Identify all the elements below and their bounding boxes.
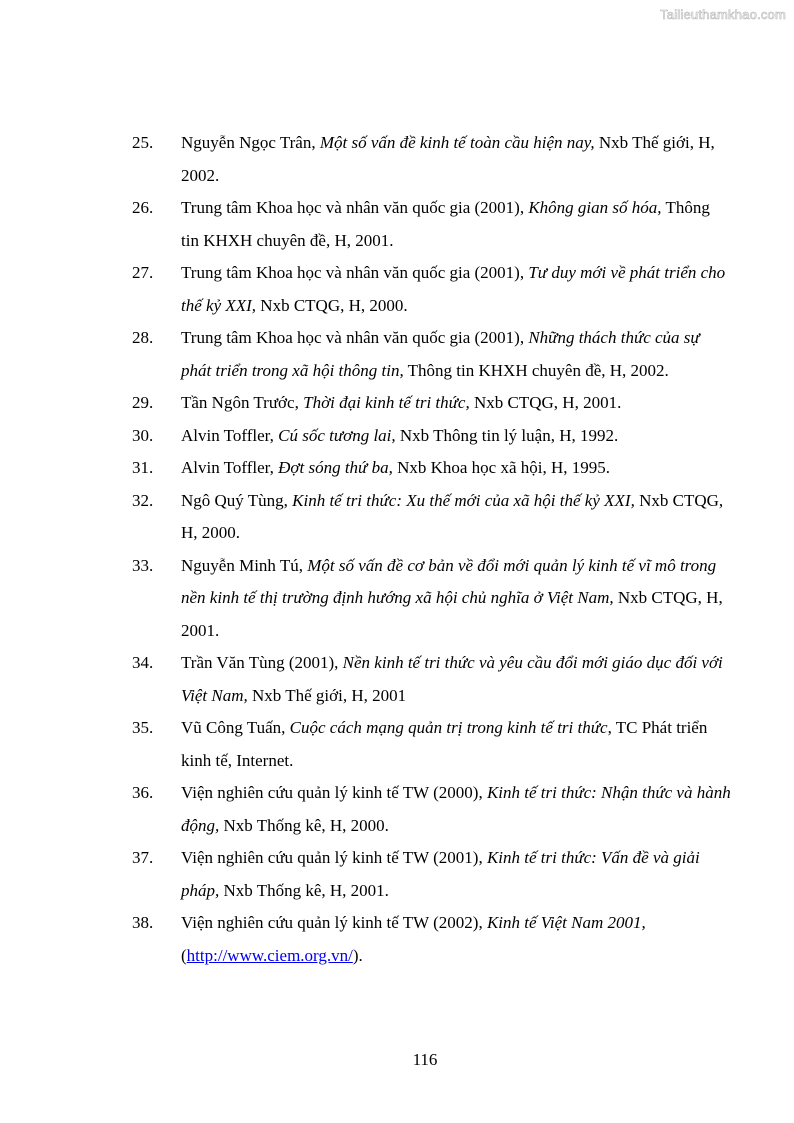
watermark: Tailieuthamkhao.com — [660, 7, 786, 22]
reference-author: Ngô Quý Tùng, — [181, 490, 293, 510]
reference-text — [181, 387, 732, 420]
reference-author: Nguyễn Ngọc Trân, — [181, 133, 320, 152]
reference-title: Cú sốc tương lai, — [278, 425, 396, 445]
reference-item — [132, 712, 732, 777]
reference-item — [132, 647, 732, 712]
reference-title: Tư duy mới về phát triển cho thế kỷ XXI, — [181, 263, 726, 315]
reference-publisher: Nxb CTQG, H, 2000. — [256, 295, 408, 315]
reference-author: Tần Ngôn Trước, — [181, 393, 304, 412]
reference-number: 27. — [132, 263, 154, 282]
reference-title: Kinh tế tri thức: Xu thế mới của xã hội thế kỷ XXI, — [292, 490, 635, 510]
reference-author: Viện nghiên cứu quản lý kinh tế TW (2001), — [181, 848, 487, 867]
reference-author: Viện nghiên cứu quản lý kinh tế TW (2002), — [181, 913, 487, 932]
reference-text — [181, 777, 732, 842]
reference-author: Trung tâm Khoa học và nhân văn quốc gia (2001), — [181, 263, 529, 282]
reference-author: Alvin Toffler, — [181, 458, 279, 477]
reference-publisher: Thông tin KHXH chuyên đề, H, 2001. — [181, 198, 710, 250]
reference-author: Trung tâm Khoa học và nhân văn quốc gia (2001), — [181, 328, 529, 347]
reference-text — [181, 485, 732, 550]
reference-title: Đợt sóng thứ ba, — [278, 458, 393, 477]
reference-title: Thời đại kinh tế tri thức, — [303, 393, 470, 412]
reference-text — [181, 842, 732, 907]
reference-publisher: Nxb CTQG, H, 2001. — [469, 393, 622, 412]
reference-item — [132, 192, 732, 257]
reference-item — [132, 452, 732, 485]
reference-title: Một số vấn đề kinh tế toàn cầu hiện nay, — [319, 133, 595, 152]
reference-item — [132, 777, 732, 842]
reference-author: Vũ Công Tuấn, — [181, 718, 290, 737]
reference-title: Nền kinh tế tri thức và yêu cầu đổi mới giáo dục đối với Việt Nam, — [181, 653, 723, 705]
reference-title: Một số vấn đề cơ bản về đổi mới quản lý kinh tế vĩ mô trong nền kinh tế thị trường định hướng xã hội chủ nghĩa ở Việt Nam, — [181, 555, 717, 607]
reference-item — [132, 127, 732, 192]
reference-publisher: , TC Phát triển kinh tế, Internet. — [181, 718, 708, 770]
reference-item — [132, 842, 732, 907]
reference-number: 28. — [132, 328, 154, 347]
reference-text — [181, 322, 732, 387]
reference-author: Alvin Toffler, — [181, 425, 279, 445]
reference-number: 31. — [132, 458, 154, 477]
reference-number: 29. — [132, 393, 154, 412]
reference-author: Viện nghiên cứu quản lý kinh tế TW (2000), — [181, 783, 487, 802]
reference-title: Những thách thức của sự phát triển trong xã hội thông tin, — [181, 328, 700, 380]
reference-link-close: ). — [352, 945, 363, 965]
reference-text — [181, 550, 732, 648]
reference-item — [132, 322, 732, 387]
reference-item-last — [132, 907, 732, 972]
reference-publisher: Nxb Thế giới, H, 2002. — [181, 133, 715, 185]
reference-publisher: Nxb CTQG, H, 2001. — [181, 588, 723, 640]
reference-text — [181, 712, 732, 777]
reference-text — [181, 647, 732, 712]
reference-publisher: Nxb Thế giới, H, 2001 — [247, 685, 407, 705]
reference-text — [181, 127, 732, 192]
reference-title: Cuộc cách mạng quản trị trong kinh tế tri thức — [289, 718, 608, 737]
reference-author: Trung tâm Khoa học và nhân văn quốc gia (2001), — [181, 198, 529, 217]
reference-number: 38. — [132, 913, 154, 932]
reference-author: Nguyễn Minh Tú, — [181, 555, 308, 575]
reference-title: Kinh tế Việt Nam 2001, — [486, 913, 646, 932]
ciem-website-link[interactable]: http://www.ciem.org.vn/ — [186, 945, 353, 965]
reference-number: 37. — [132, 848, 154, 867]
reference-title: Kinh tế tri thức: Nhận thức và hành động, — [181, 783, 731, 835]
reference-title: Không gian số hóa, — [528, 198, 662, 217]
reference-number: 35. — [132, 718, 154, 737]
reference-number: 26. — [132, 198, 154, 217]
reference-text — [181, 420, 732, 453]
reference-number: 36. — [132, 783, 154, 802]
reference-item — [132, 257, 732, 322]
reference-text — [181, 907, 732, 972]
reference-list — [132, 127, 732, 972]
reference-publisher: Nxb CTQG, H, 2000. — [181, 490, 724, 542]
reference-item — [132, 485, 732, 550]
reference-number: 30. — [132, 425, 154, 445]
reference-number: 34. — [132, 653, 154, 672]
reference-item — [132, 550, 732, 648]
reference-number: 25. — [132, 133, 154, 152]
reference-author: Trần Văn Tùng (2001), — [181, 653, 343, 672]
reference-title: Kinh tế tri thức: Vấn đề và giải pháp, — [181, 848, 700, 900]
reference-item — [132, 387, 732, 420]
reference-item — [132, 420, 732, 453]
reference-publisher: Thông tin KHXH chuyên đề, H, 2002. — [403, 360, 669, 380]
reference-text — [181, 192, 732, 257]
reference-text — [181, 257, 732, 322]
reference-publisher: Nxb Thống kê, H, 2001. — [219, 880, 389, 900]
reference-publisher: Nxb Khoa học xã hội, H, 1995. — [392, 458, 611, 477]
reference-number: 32. — [132, 490, 154, 510]
page-number: 116 — [412, 1050, 438, 1069]
reference-publisher: Nxb Thông tin lý luận, H, 1992. — [395, 425, 619, 445]
reference-number: 33. — [132, 555, 154, 575]
reference-text — [181, 452, 732, 485]
reference-publisher: Nxb Thống kê, H, 2000. — [219, 815, 389, 835]
reference-link-open: ( — [181, 945, 187, 965]
